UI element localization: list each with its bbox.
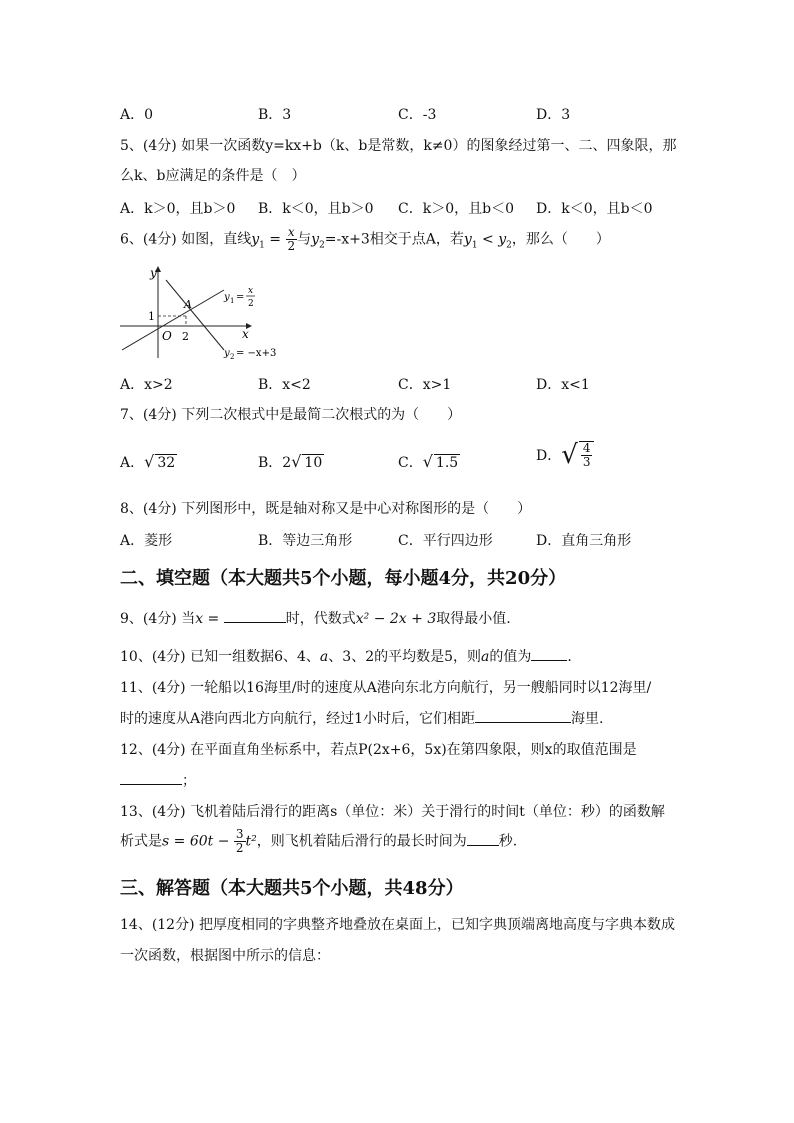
q6-graph-y1-sub: 1	[230, 297, 235, 305]
q8-option-d: D．直角三角形	[536, 533, 632, 549]
q6-graph-y1-den: 2	[248, 299, 254, 309]
q13-line2-mid: ，则飞机着陆后滑行的最长时间为	[256, 833, 467, 850]
q6-tail: ，那么（ ）	[511, 231, 610, 248]
q5-stem-line1: 5、(4分) 如果一次函数y=kx+b（k、b是常数，k≠0）的图象经过第一、二、四象限，那	[120, 138, 677, 154]
q5-option-d: D．k＜0，且b＜0	[536, 201, 653, 217]
q9-pre: 9、(4分) 当	[120, 611, 196, 627]
q10-pre: 10、(4分) 已知一组数据6、4、	[120, 649, 320, 665]
q9-expr: x² − 2x + 3	[355, 611, 437, 627]
q13-line2-tail: 秒.	[498, 833, 518, 850]
q7-option-c: C．√ 1.5	[398, 452, 459, 471]
q5-stem-line2: 么k、b应满足的条件是（ ）	[120, 168, 306, 184]
q14-line1: 14、(12分) 把厚度相同的字典整齐地叠放在桌面上，已知字典顶端离地高度与字典本数成	[120, 917, 676, 933]
q6-tick-x-label: 2	[182, 330, 189, 343]
q6-prefix: 6、(4分) 如图，直线	[120, 231, 252, 248]
q6-y1-sub: 1	[259, 240, 265, 251]
q6-graph-y2-sub: 2	[230, 353, 235, 361]
q13-line1: 13、(4分) 飞机着陆后滑行的距离s（单位：米）关于滑行的时间t（单位：秒）的函数解	[120, 804, 665, 820]
q9-x: x	[195, 611, 204, 627]
q13-expr-b: t²	[245, 833, 257, 850]
q7-d-den: 3	[582, 455, 591, 469]
q4-option-b: B．3	[258, 107, 292, 123]
q10-mid: 、3、2的平均数是5，则	[328, 649, 482, 665]
q6-graph-y2-eq: = −x+3	[236, 348, 277, 359]
q6-graph-y1-eq: =	[236, 292, 245, 303]
q13-line2	[120, 828, 517, 855]
q5-option-a: A．k＞0，且b＞0	[120, 201, 236, 217]
q9-tail: 取得最小值.	[436, 611, 511, 627]
q7-b-coef: 2	[282, 455, 292, 471]
section-2-title: 二、填空题（本大题共5个小题，每小题4分，共20分）	[120, 568, 567, 589]
q6-option-d: D．x<1	[536, 377, 590, 393]
q6-y1: y	[251, 231, 260, 248]
q5-option-b: B．k＜0，且b＞0	[258, 201, 374, 217]
q11-line2	[120, 708, 603, 728]
q12-line2	[120, 770, 196, 790]
q6-frac-den: 2	[287, 239, 296, 253]
section-3-title: 三、解答题（本大题共5个小题，共48分）	[120, 878, 464, 899]
q11-blank[interactable]	[475, 710, 571, 723]
q7-d-num: 4	[582, 441, 591, 455]
q7-d-fraction	[579, 441, 595, 469]
q7-a-radicand: 32	[157, 455, 176, 471]
q4-option-d: D．3	[536, 107, 571, 123]
q6-eq: =	[264, 231, 286, 248]
q9-eq: =	[203, 611, 224, 627]
q10-tail: 的值为	[489, 649, 532, 665]
q10-stem	[120, 646, 572, 666]
q12-line1: 12、(4分) 在平面直角坐标系中，若点P(2x+6，5x)在第四象限，则x的取值范围是	[120, 742, 637, 758]
q7-option-b: B．2√ 10	[258, 452, 323, 471]
q14-line2: 一次函数，根据图中所示的信息：	[120, 948, 330, 964]
q6-y2-sub: 2	[319, 240, 325, 251]
q12-blank[interactable]	[120, 772, 182, 785]
q6-origin-label: O	[162, 329, 172, 343]
q6-rest: =-x+3相交于点A，若	[324, 231, 464, 248]
q9-stem	[120, 608, 511, 628]
q11-line1: 11、(4分) 一轮船以16海里/时的速度从A港向东北方向航行，另一艘船同时以12海里/	[120, 680, 652, 696]
q13-blank[interactable]	[467, 833, 499, 846]
q6-axis-y-label: y	[150, 266, 157, 280]
q6-line-y1	[122, 290, 224, 350]
q4-option-a: A．0	[120, 107, 154, 123]
q6-mid: 与	[297, 231, 312, 248]
q6-option-b: B．x<2	[258, 377, 311, 393]
q6-frac-num: x	[286, 226, 298, 240]
q4-option-c: C．-3	[398, 107, 437, 123]
q6-graph-y1-label: y	[224, 292, 230, 303]
q7-option-d: D．√ $\frac{4}{3}$	[536, 440, 594, 470]
q6-graph-y2-label: y	[224, 348, 230, 359]
q8-option-a: A．菱形	[120, 533, 173, 549]
q7-b-label: B．	[258, 455, 283, 471]
q12-end: ；	[182, 773, 196, 789]
q11-line2-tail: 海里.	[571, 711, 604, 727]
q6-fraction	[286, 226, 298, 253]
q6-tick-y-label: 1	[148, 310, 155, 323]
q6-lt: <	[477, 231, 499, 248]
q6-cond-y2-sub: 2	[506, 240, 512, 251]
q13-frac-num: 3	[235, 827, 244, 841]
q8-option-c: C．平行四边形	[398, 533, 493, 549]
q11-line2-pre: 时的速度从A港向西北方向航行，经过1小时后，它们相距	[120, 711, 476, 727]
q8-option-b: B．等边三角形	[258, 533, 353, 549]
q6-graph	[112, 262, 292, 362]
q9-mid: 时，代数式	[285, 611, 356, 627]
q6-option-c: C．x>1	[398, 377, 452, 393]
q7-a-label: A．	[120, 455, 145, 471]
q7-stem: 7、(4分) 下列二次根式中是最简二次根式的为（ ）	[120, 407, 462, 423]
q13-line2-pre: 析式是	[120, 833, 162, 850]
q8-stem: 8、(4分) 下列图形中，既是轴对称又是中心对称图形的是（ ）	[120, 501, 532, 517]
q7-c-label: C．	[398, 455, 423, 471]
q7-option-a: A．√ 32	[120, 452, 176, 471]
q10-end: .	[567, 649, 572, 665]
q13-fraction	[234, 828, 246, 855]
q6-cond-y1: y	[463, 231, 472, 248]
q6-stem	[120, 226, 610, 253]
q10-a2: a	[481, 649, 490, 665]
q6-axis-x-label: x	[242, 327, 249, 341]
q6-point-a-label: A	[184, 298, 192, 311]
q6-cond-y2: y	[498, 231, 507, 248]
q6-option-a: A．x>2	[120, 377, 173, 393]
q10-a: a	[319, 649, 329, 665]
q13-frac-den: 2	[235, 841, 244, 855]
q9-blank[interactable]	[224, 610, 286, 623]
q6-y2: y	[311, 231, 320, 248]
q10-blank[interactable]	[531, 648, 567, 661]
q7-b-radicand: 10	[304, 455, 323, 471]
q5-option-c: C．k＞0，且b＜0	[398, 201, 514, 217]
q13-expr-a: s = 60t −	[162, 833, 234, 850]
q6-graph-y1-num: x	[248, 286, 254, 296]
q6-cond-y1-sub: 1	[471, 240, 478, 251]
q6-line-y2	[166, 280, 224, 350]
q7-d-label: D．	[536, 448, 562, 464]
q7-c-radicand: 1.5	[435, 455, 459, 471]
